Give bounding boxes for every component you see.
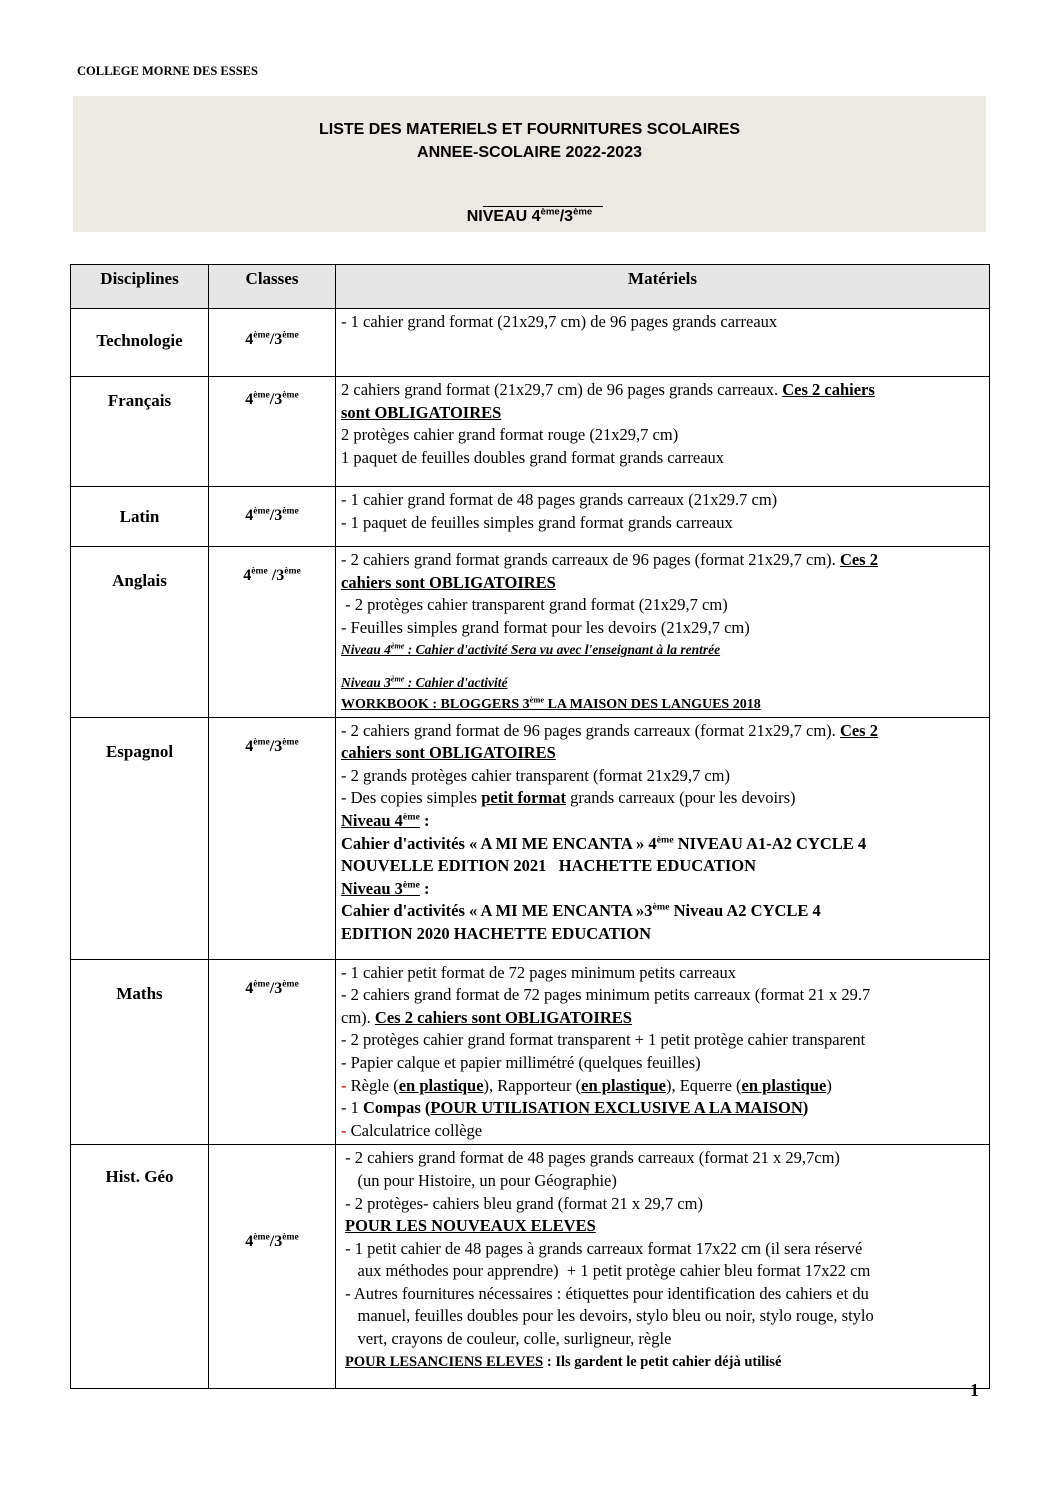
table-row (71, 547, 990, 718)
title-banner (73, 96, 986, 232)
header-materiels: Matériels (336, 265, 990, 309)
materials-cell: - 2 cahiers grand format de 96 pages grands carreaux (format 21x29,7 cm). Ces 2 cahiers sont OBLIGATOIRES - 2 grands protèges cahier transparent (format 21x29,7 cm) - Des copies simples petit format grands carreaux (pour les devoirs) Niveau 4ème : Cahier d'activités « A MI ME ENCANTA » 4ème NIVEAU A1-A2 CYCLE 4 NOUVELLE EDITION 2021 HACHETTE EDUCATION Niveau 3ème : Cahier d'activités « A MI ME ENCANTA »3ème Niveau A2 CYCLE 4 EDITION 2020 HACHETTE EDUCATION (336, 717, 990, 959)
table-row (71, 487, 990, 547)
discipline-cell: Maths (71, 959, 209, 1145)
table-row (71, 377, 990, 487)
materials-cell: 2 cahiers grand format (21x29,7 cm) de 96 pages grands carreaux. Ces 2 cahiers sont OBLIGATOIRES 2 protèges cahier grand format rouge (21x29,7 cm) 1 paquet de feuilles doubles grand format grands carreaux (336, 377, 990, 487)
class-cell: 4ème/3ème (209, 717, 336, 959)
materials-cell: - 2 cahiers grand format grands carreaux de 96 pages (format 21x29,7 cm). Ces 2 cahiers sont OBLIGATOIRES - 2 protèges cahier transparent grand format (21x29,7 cm) - Feuilles simples grand format pour les devoirs (21x29,7 cm) Niveau 4ème : Cahier d'activité Sera vu avec l'enseignant à la rentrée Niveau 3ème : Cahier d'activité WORKBOOK : BLOGGERS 3ème LA MAISON DES LANGUES 2018 (336, 547, 990, 718)
class-cell: 4ème/3ème (209, 487, 336, 547)
niveau-heading: NIVEAU 4ème/3ème (466, 206, 593, 225)
discipline-cell: Français (71, 377, 209, 487)
discipline-cell: Espagnol (71, 717, 209, 959)
table-row (71, 1145, 990, 1389)
discipline-cell: Latin (71, 487, 209, 547)
table-row (71, 309, 990, 377)
document-title: LISTE DES MATERIELS ET FOURNITURES SCOLAIRES (318, 121, 741, 138)
discipline-cell: Hist. Géo (71, 1145, 209, 1389)
class-cell: 4ème/3ème (209, 309, 336, 377)
materials-cell: - 2 cahiers grand format de 48 pages grands carreaux (format 21 x 29,7cm) (un pour Histoire, un pour Géographie) - 2 protèges- cahiers bleu grand (format 21 x 29,7 cm) POUR LES NOUVEAUX ELEVES - 1 petit cahier de 48 pages à grands carreaux format 17x22 cm (il sera réservé aux méthodes pour apprendre) + 1 petit protège cahier bleu format 17x22 cm - Autres fournitures nécessaires : étiquettes pour identification des cahiers et du manuel, feuilles doubles pour les devoirs, stylo bleu ou noir, stylo rouge, stylo vert, crayons de couleur, colle, surligneur, règle POUR LESANCIENS ELEVES : Ils gardent le petit cahier déjà utilisé (336, 1145, 990, 1389)
discipline-cell: Technologie (71, 309, 209, 377)
class-cell: 4ème/3ème (209, 1145, 336, 1389)
header-disciplines: Disciplines (71, 265, 209, 309)
table-row (71, 717, 990, 959)
materials-cell: - 1 cahier grand format (21x29,7 cm) de 96 pages grands carreaux (336, 309, 990, 377)
discipline-cell: Anglais (71, 547, 209, 718)
table-row (71, 959, 990, 1145)
supplies-table (70, 264, 990, 1389)
header-classes: Classes (209, 265, 336, 309)
materials-cell: - 1 cahier grand format de 48 pages grands carreaux (21x29.7 cm) - 1 paquet de feuilles simples grand format grands carreaux (336, 487, 990, 547)
class-cell: 4ème/3ème (209, 377, 336, 487)
school-name: COLLEGE MORNE DES ESSES (77, 64, 258, 78)
school-year: ANNEE-SCOLAIRE 2022-2023 (417, 144, 642, 161)
class-cell: 4ème/3ème (209, 959, 336, 1145)
materials-cell: - 1 cahier petit format de 72 pages minimum petits carreaux - 2 cahiers grand format de 72 pages minimum petits carreaux (format 21 x 29.7 cm). Ces 2 cahiers sont OBLIGATOIRES - 2 protèges cahier grand format transparent + 1 petit protège cahier transparent - Papier calque et papier millimétré (quelques feuilles) - Règle (en plastique), Rapporteur (en plastique), Equerre (en plastique) - 1 Compas (POUR UTILISATION EXCLUSIVE A LA MAISON) - Calculatrice collège (336, 959, 990, 1145)
page-number: 1 (970, 1380, 979, 1400)
class-cell: 4ème /3ème (209, 547, 336, 718)
table-header-row (71, 265, 990, 309)
